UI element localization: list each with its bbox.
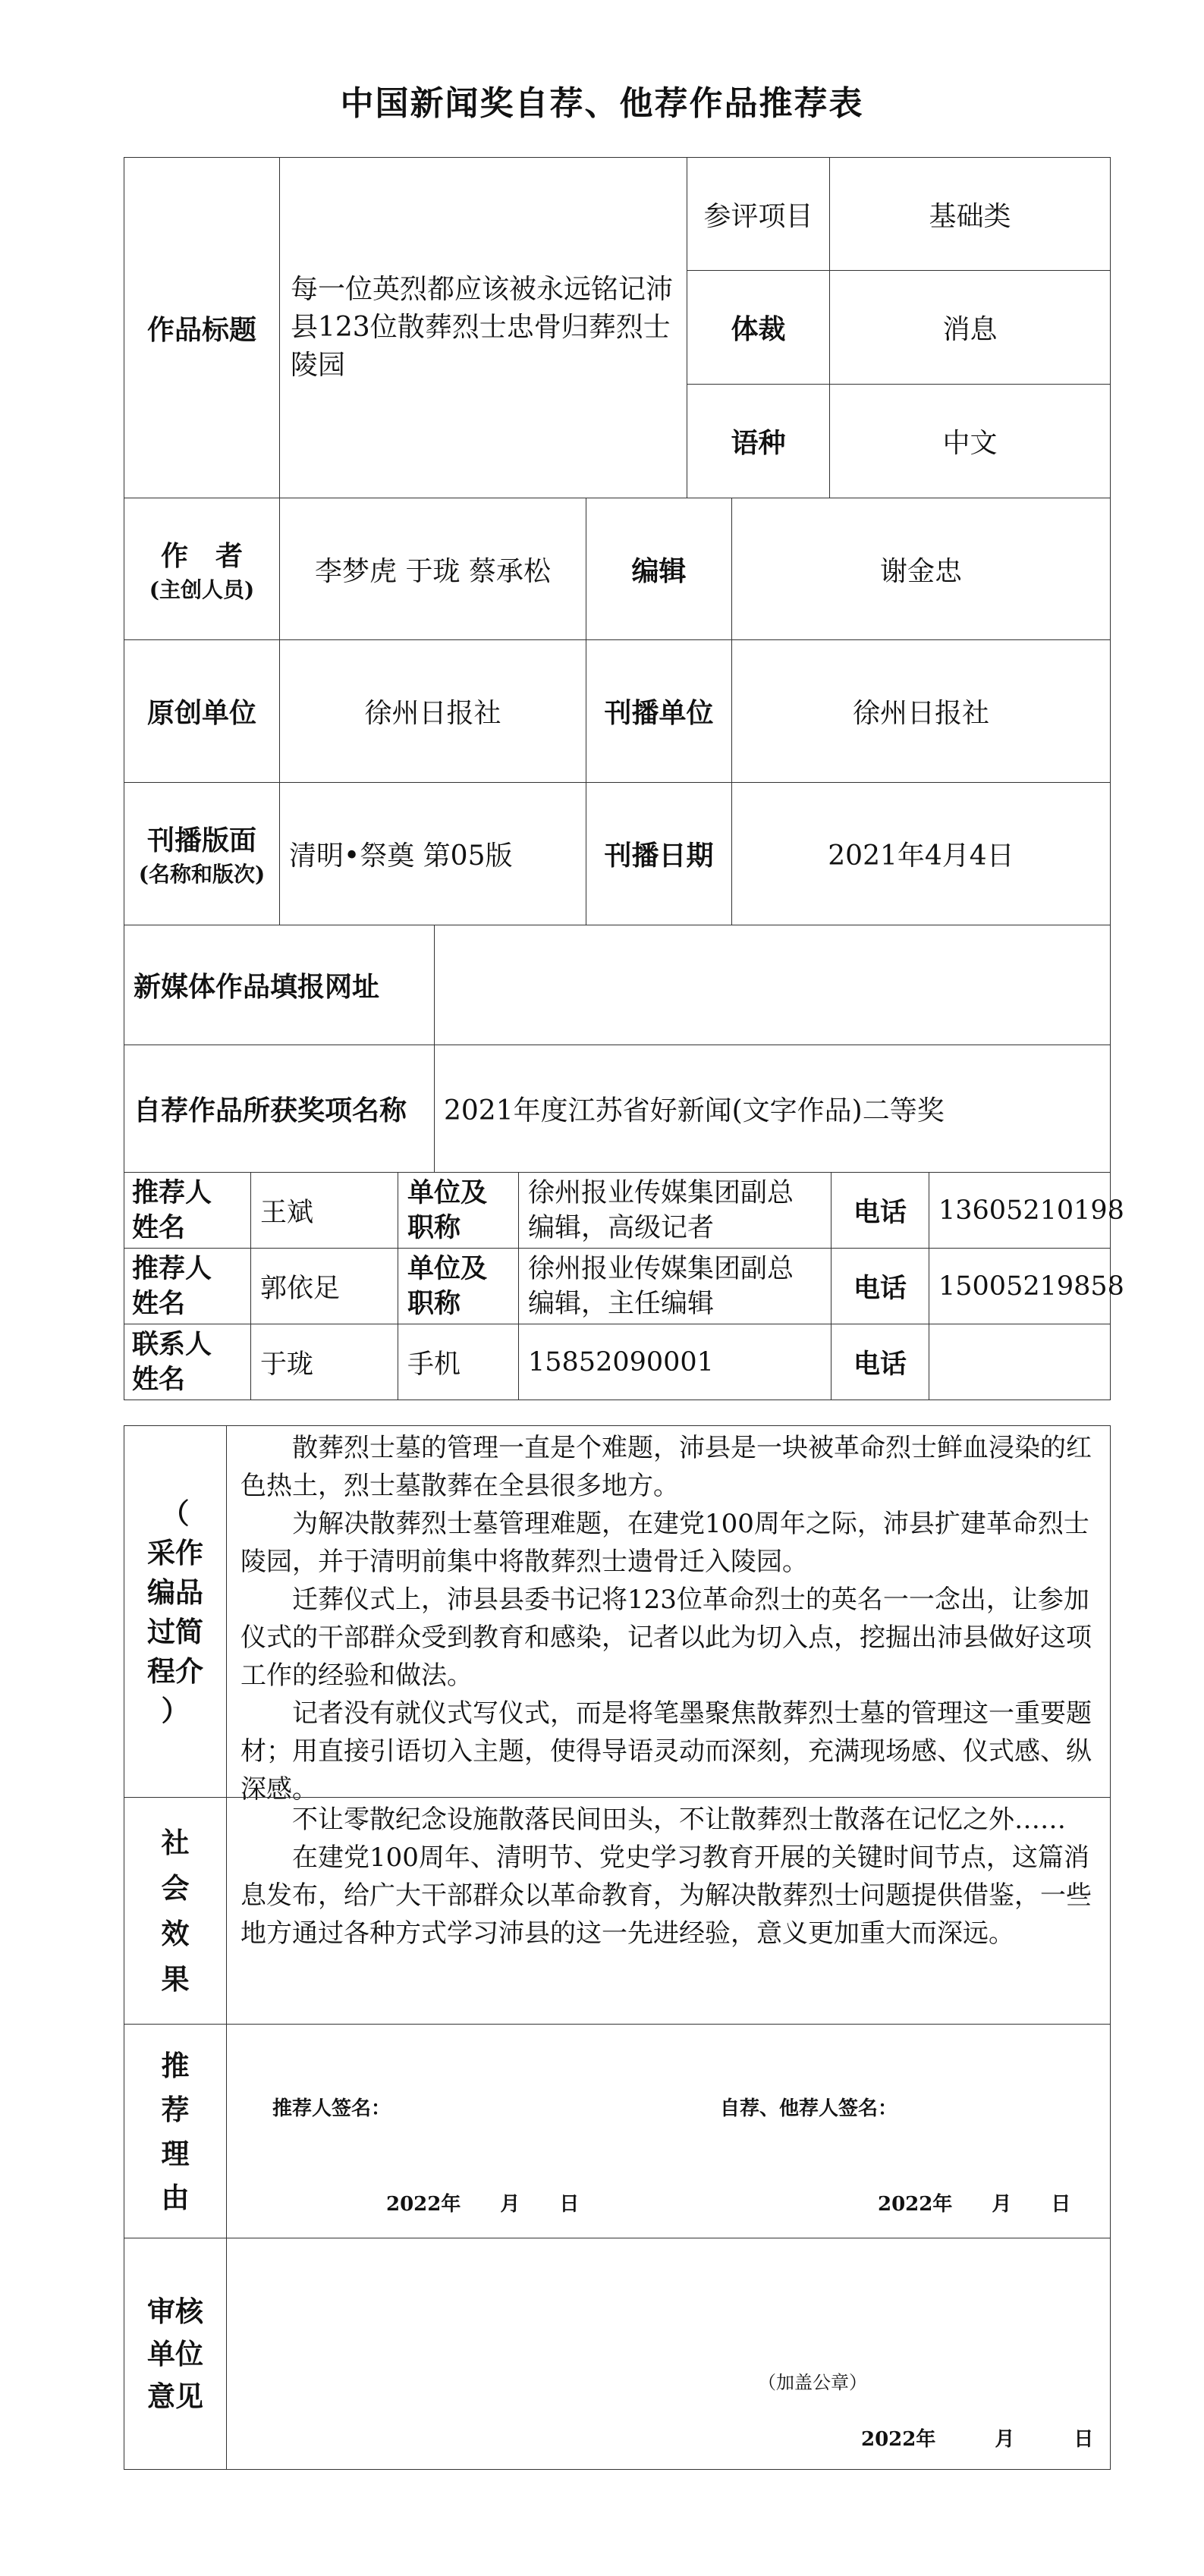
recommender-2-position-label <box>398 1248 519 1324</box>
recommender-2-name-label <box>124 1248 251 1324</box>
recommender-1-name: 王斌 <box>250 1172 398 1249</box>
label-char: 意见 <box>147 2380 203 2413</box>
contact-phone <box>929 1324 1111 1400</box>
process-content <box>226 1425 1111 1805</box>
label-char: （ <box>161 1496 190 1530</box>
label-char: 效 <box>161 1917 190 1950</box>
recommender-signature-label: 推荐人签名： <box>272 2097 391 2120</box>
label-char: 推 <box>161 2048 190 2082</box>
language-label: 语种 <box>687 384 830 498</box>
process-paragraph: 为解决散葬烈士墓管理难题，在建党100周年之际，沛县扩建革命烈士陵园，并于清明前集中将散葬烈士遗骨迁入陵园。 <box>240 1509 1089 1577</box>
seal-note: （加盖公章） <box>758 2372 867 2393</box>
label-char: 会 <box>161 1871 190 1905</box>
recommender-2-phone: 15005219858 <box>929 1248 1111 1324</box>
recommender-1-position <box>518 1172 831 1249</box>
label-char: 编品 <box>147 1575 203 1609</box>
social-effect-label <box>124 1797 227 2025</box>
label-char: 单位 <box>147 2337 203 2370</box>
process-paragraph: 记者没有就仪式写仪式，而是将笔墨聚焦散葬烈士墓的管理这一重要题材；用直接引语切入主题，使得导语灵动而深刻，充满现场感、仪式感、纵深感。 <box>240 1698 1092 1805</box>
editor-label: 编辑 <box>586 498 732 640</box>
category-value: 基础类 <box>829 157 1111 271</box>
contact-mobile: 15852090001 <box>518 1324 831 1400</box>
genre-label: 体裁 <box>687 270 830 385</box>
label-line: 单位及 <box>407 1177 488 1208</box>
label-line: 推荐人 <box>132 1177 212 1208</box>
label-line: 姓名 <box>132 1288 186 1319</box>
language-value: 中文 <box>829 384 1111 498</box>
author-label-cell <box>124 498 280 640</box>
process-paragraph: 散葬烈士墓的管理一直是个难题，沛县是一块被革命烈士鲜血浸染的红色热土，烈士墓散葬在全县很多地方。 <box>240 1433 1092 1501</box>
recommender-1-name-label <box>124 1172 251 1249</box>
award-value: 2021年度江苏省好新闻(文字作品)二等奖 <box>434 1045 1111 1173</box>
label-char: ） <box>161 1693 190 1727</box>
publish-date-value: 2021年4月4日 <box>731 782 1111 925</box>
layout-label: 刊播版面 <box>146 825 256 856</box>
layout-label-cell <box>124 782 280 925</box>
category-label: 参评项目 <box>687 157 830 271</box>
author-value: 李梦虎 于珑 蔡承松 <box>279 498 586 640</box>
label-line: 推荐人 <box>132 1253 212 1284</box>
editor-value: 谢金忠 <box>731 498 1111 640</box>
work-title-cell <box>279 157 687 498</box>
label-char: 理 <box>161 2136 190 2170</box>
contact-name: 于珑 <box>250 1324 398 1400</box>
recommender-1-position-label <box>398 1172 519 1249</box>
publish-unit-label: 刊播单位 <box>586 639 732 783</box>
value-line: 编辑，主任编辑 <box>528 1289 715 1319</box>
genre-value: 消息 <box>829 270 1111 385</box>
contact-label <box>124 1324 251 1400</box>
label-line: 职称 <box>407 1212 461 1243</box>
reason-label <box>124 2024 227 2238</box>
recommender-2-phone-label: 电话 <box>831 1248 929 1324</box>
author-sublabel: (主创人员) <box>149 576 255 602</box>
label-char: 社 <box>161 1826 190 1859</box>
label-char: 采作 <box>147 1535 203 1569</box>
contact-mobile-label: 手机 <box>398 1324 519 1400</box>
label-char: 程介 <box>147 1654 203 1688</box>
recommender-1-phone-label: 电话 <box>831 1172 929 1249</box>
reason-content <box>226 2024 1111 2238</box>
label-line: 联系人 <box>132 1329 212 1360</box>
recommender-2-position <box>518 1248 831 1324</box>
label-line: 职称 <box>407 1288 461 1319</box>
work-title-value: 每一位英烈都应该被永远铭记沛县123位散葬烈士忠骨归葬烈士陵园 <box>291 274 674 381</box>
process-paragraph: 迁葬仪式上，沛县县委书记将123位革命烈士的英名一一念出，让参加仪式的干部群众受到教育和感染，记者以此为切入点，挖掘出沛县做好这项工作的经验和做法。 <box>240 1585 1092 1691</box>
self-recommender-signature-label: 自荐、他荐人签名： <box>720 2097 898 2120</box>
publish-unit-value: 徐州日报社 <box>731 639 1111 783</box>
review-content <box>226 2238 1111 2470</box>
label-char: 果 <box>161 1962 190 1996</box>
review-date: 2022年 月 日 <box>861 2428 1094 2451</box>
layout-value: 清明•祭奠 第05版 <box>279 782 586 925</box>
value-line: 编辑，高级记者 <box>528 1213 715 1243</box>
new-media-url-value <box>434 925 1111 1045</box>
recommender-2-name: 郭依足 <box>250 1248 398 1324</box>
layout-sublabel: (名称和版次) <box>138 862 266 887</box>
value-line: 徐州报业传媒集团副总 <box>528 1254 794 1284</box>
social-effect-content <box>226 1797 1111 2025</box>
value-line: 徐州报业传媒集团副总 <box>528 1178 794 1208</box>
label-line: 姓名 <box>132 1212 186 1243</box>
reason-date-right: 2022年 月 日 <box>878 2193 1071 2216</box>
label-char: 过简 <box>147 1614 203 1648</box>
reason-date-left: 2022年 月 日 <box>386 2193 580 2216</box>
label-line: 姓名 <box>132 1364 186 1395</box>
original-unit-label: 原创单位 <box>124 639 280 783</box>
recommender-1-phone: 13605210198 <box>929 1172 1111 1249</box>
publish-date-label: 刊播日期 <box>586 782 732 925</box>
original-unit-value: 徐州日报社 <box>279 639 586 783</box>
process-label <box>124 1425 227 1798</box>
work-title-label: 作品标题 <box>124 157 280 498</box>
review-label <box>124 2238 227 2470</box>
page-title: 中国新闻奖自荐、他荐作品推荐表 <box>340 84 864 123</box>
label-char: 荐 <box>161 2092 190 2126</box>
label-char: 审核 <box>147 2295 203 2328</box>
new-media-url-label: 新媒体作品填报网址 <box>124 925 435 1045</box>
contact-phone-label: 电话 <box>831 1324 929 1400</box>
author-label: 作 者 <box>160 539 243 572</box>
social-effect-paragraph: 在建党100周年、清明节、党史学习教育开展的关键时间节点，这篇消息发布，给广大干部群众以革命教育，为解决散葬烈士问题提供借鉴，一些地方通过各种方式学习沛县的这一先进经验，意义更加重大而深远。 <box>240 1842 1092 1949</box>
social-effect-paragraph: 不让零散纪念设施散落民间田头，不让散葬烈士散落在记忆之外…… <box>292 1805 1066 1835</box>
label-line: 单位及 <box>407 1253 488 1284</box>
award-label: 自荐作品所获奖项名称 <box>124 1045 435 1173</box>
label-char: 由 <box>161 2180 190 2214</box>
